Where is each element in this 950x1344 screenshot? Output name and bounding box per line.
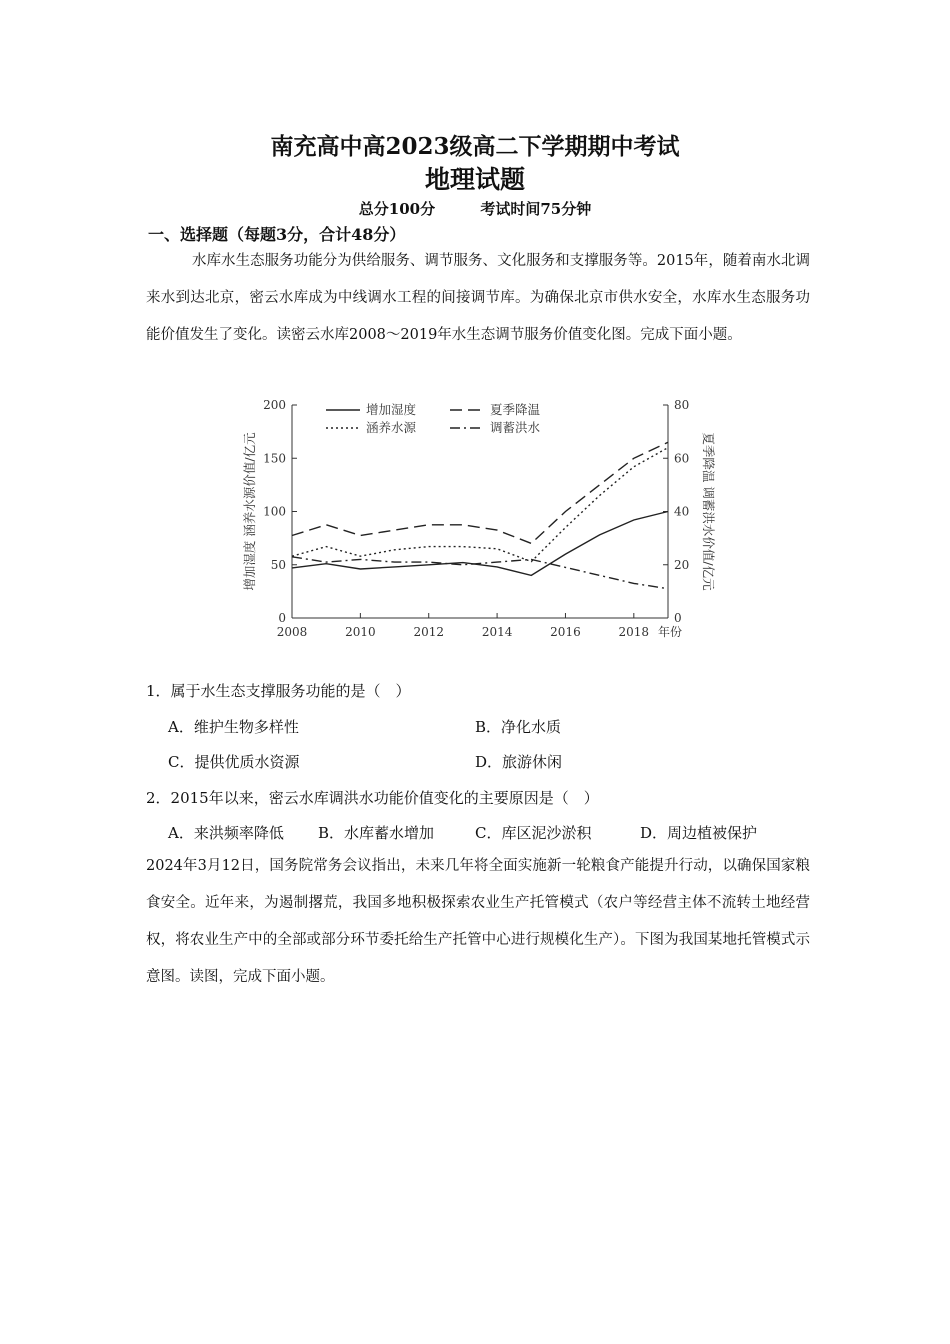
legend-label-夏季降温: 夏季降温: [490, 402, 541, 417]
x-tick-label: 2014: [481, 625, 513, 639]
q2-option-c[interactable]: C．库区泥沙淤积: [475, 824, 592, 842]
q1-option-a[interactable]: A．维护生物多样性: [168, 718, 299, 736]
series-line-增加湿度: [292, 512, 668, 576]
passage-2: 2024年3月12日，国务院常务会议指出，未来几年将全面实施新一轮粮食产能提升行动，以确保国家粮食安全。近年来，为遏制撂荒，我国多地积极探索农业生产托管模式（农户等经营主体不流转土地经营权，将农业生产中的全部或部分环节委托给生产托管中心进行规模化生产）。下图为我国某地托管模式示意图。读图，完成下面小题。: [146, 858, 810, 985]
x-tick-label: 2010: [345, 625, 376, 639]
q1-option-b[interactable]: B．净化水质: [475, 718, 562, 736]
q1-option-c[interactable]: C．提供优质水资源: [168, 753, 300, 771]
x-unit-label: 年份: [657, 625, 683, 639]
left-tick-label: 0: [278, 611, 286, 625]
series-line-涵养水源: [292, 448, 668, 562]
right-tick-label: 60: [674, 451, 690, 466]
left-tick-label: 100: [263, 504, 286, 519]
left-tick-label: 150: [263, 451, 286, 466]
right-tick-label: 40: [674, 504, 690, 519]
x-tick-label: 2008: [276, 625, 308, 639]
exam-info: [0, 198, 950, 219]
series-line-调蓄洪水: [292, 557, 668, 589]
right-tick-label: 20: [674, 557, 690, 572]
legend-label-增加湿度: 增加湿度: [366, 402, 417, 417]
q2-option-a[interactable]: A．来洪频率降低: [168, 824, 284, 842]
legend-label-涵养水源: 涵养水源: [366, 420, 417, 435]
series-line-夏季降温: [292, 442, 668, 543]
x-tick-label: 2016: [550, 625, 581, 639]
q2-option-b[interactable]: B．水库蓄水增加: [318, 824, 435, 842]
legend-label-调蓄洪水: 调蓄洪水: [490, 420, 541, 435]
total-score: 总分100分: [358, 200, 436, 218]
q1-option-d[interactable]: D．旅游休闲: [475, 753, 563, 771]
right-axis-label: 夏季降温 调蓄洪水价值/亿元: [701, 432, 716, 591]
right-tick-label: 0: [674, 611, 682, 625]
left-tick-label: 50: [270, 557, 286, 572]
x-tick-label: 2018: [618, 625, 650, 639]
left-tick-label: 200: [263, 398, 286, 412]
exam-time: 考试时间75分钟: [480, 200, 592, 218]
exam-title: 南充高中高2023级高二下学期期中考试: [270, 133, 680, 160]
question-1-stem: 1．属于水生态支撑服务功能的是（ ）: [146, 682, 411, 700]
question-2-stem: 2．2015年以来，密云水库调洪水功能价值变化的主要原因是（ ）: [146, 789, 599, 807]
x-tick-label: 2012: [413, 625, 445, 639]
q2-option-d[interactable]: D．周边植被保护: [640, 824, 758, 842]
left-axis-label: 增加湿度 涵养水源价值/亿元: [242, 432, 257, 591]
passage-1: 水库水生态服务功能分为供给服务、调节服务、文化服务和支撑服务等。2015年，随着南水北调来水到达北京，密云水库成为中线调水工程的间接调节库。为确保北京市供水安全，水库水生态服务功能价值发生了变化。读密云水库2008～2019年水生态调节服务价值变化图。完成下面小题。: [146, 253, 810, 343]
subject-title: 地理试题: [424, 165, 525, 194]
section-heading: 一、选择题（每题3分，合计48分）: [148, 225, 406, 244]
right-tick-label: 80: [674, 398, 690, 412]
water-service-value-chart: [228, 392, 728, 654]
